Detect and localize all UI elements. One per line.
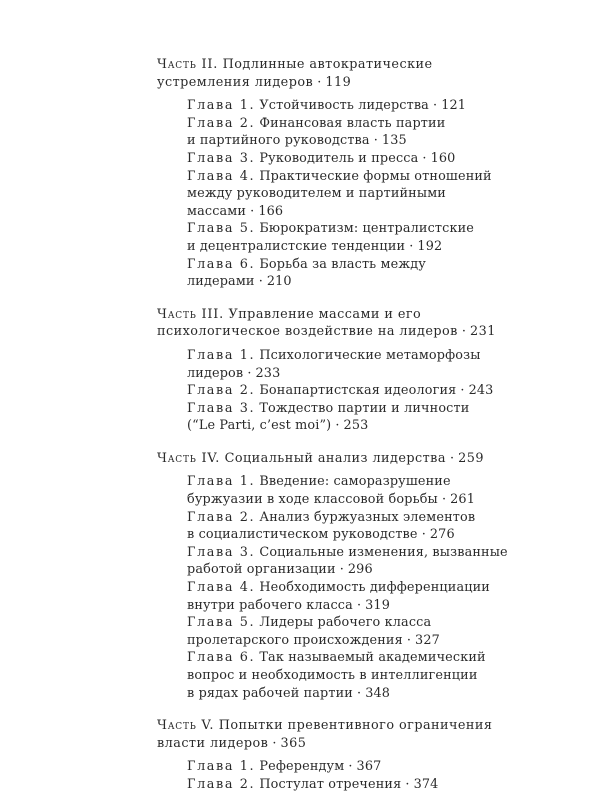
- chapter-line: [187, 758, 457, 776]
- toc-chapter: [187, 614, 457, 649]
- chapter-line: [187, 509, 476, 527]
- page-separator: ·: [254, 274, 267, 290]
- toc-part: [157, 717, 493, 793]
- page-separator: ·: [243, 365, 256, 381]
- chapter-page-number: 210: [266, 274, 292, 290]
- page-separator: ·: [445, 450, 459, 466]
- chapter-line: [187, 400, 470, 418]
- chapter-label: Глава 1.: [187, 474, 256, 490]
- page-separator: ·: [246, 203, 259, 219]
- chapter-line: [187, 365, 457, 383]
- part-text: Управление массами и его: [228, 306, 422, 322]
- part-label: Часть III.: [157, 306, 224, 322]
- chapter-page-number: 261: [450, 492, 475, 508]
- chapter-text: Бюрократизм: централистские: [259, 221, 475, 237]
- table-of-contents: [157, 56, 508, 809]
- chapter-label: Глава 3.: [187, 544, 256, 560]
- page-separator: ·: [331, 418, 344, 434]
- chapter-label: Глава 3.: [187, 400, 256, 416]
- chapter-text: и партийного руководства: [187, 133, 370, 149]
- chapter-text: Психологические метаморфозы: [259, 347, 481, 363]
- chapter-label: Глава 2.: [187, 383, 256, 399]
- chapter-text: Социальные изменения, вызванные: [259, 544, 508, 560]
- chapter-page-number: 296: [347, 562, 373, 578]
- chapter-line: [187, 526, 457, 544]
- chapter-page-number: 367: [356, 759, 382, 775]
- page-separator: ·: [428, 98, 442, 114]
- chapter-line: [187, 382, 494, 400]
- toc-chapter: [187, 649, 486, 702]
- chapter-line: [187, 238, 457, 256]
- chapter-label: Глава 5.: [187, 615, 256, 631]
- part-title: [157, 717, 493, 752]
- chapter-page-number: 253: [343, 418, 369, 434]
- chapter-text: Борьба за власть между: [259, 256, 426, 272]
- part-line: [157, 306, 457, 324]
- chapter-line: [187, 649, 486, 667]
- chapter-text: Лидеры рабочего класса: [259, 615, 432, 631]
- part-label: Часть II.: [157, 57, 219, 72]
- toc-chapter: [187, 256, 457, 291]
- part-page-number: 259: [458, 450, 484, 466]
- chapter-page-number: 276: [429, 527, 455, 543]
- chapter-line: [187, 579, 490, 597]
- chapter-label: Глава 1.: [187, 759, 256, 775]
- toc-part: [157, 56, 492, 291]
- chapter-line: [187, 473, 457, 491]
- chapter-label: Глава 6.: [187, 650, 256, 666]
- page-separator: ·: [352, 597, 366, 613]
- chapter-list: [157, 473, 508, 702]
- chapter-text: и децентралистские тенденции: [187, 238, 406, 254]
- part-text: устремления лидеров: [157, 74, 314, 90]
- part-text: Социальный анализ лидерства: [224, 450, 446, 466]
- chapter-line: [187, 168, 492, 186]
- part-title: [157, 56, 457, 91]
- chapter-page-number: 319: [365, 597, 391, 613]
- chapter-line: [187, 491, 475, 509]
- page-separator: ·: [369, 133, 382, 149]
- chapter-label: Глава 6.: [187, 256, 256, 272]
- chapter-line: [187, 256, 457, 274]
- page-separator: ·: [456, 383, 469, 399]
- chapter-text: Так называемый академический: [259, 650, 486, 666]
- chapter-list: [157, 758, 457, 793]
- part-line: [157, 56, 457, 74]
- toc-part: [157, 306, 496, 435]
- part-title: [157, 450, 484, 468]
- toc-chapter: [187, 509, 476, 544]
- chapter-line: [187, 150, 457, 168]
- toc-part: [157, 450, 508, 702]
- chapter-text: Бонапартистская идеология: [259, 383, 457, 399]
- chapter-page-number: 233: [255, 365, 281, 381]
- chapter-line: [187, 203, 457, 221]
- chapter-line: [187, 417, 457, 435]
- chapter-line: [187, 685, 457, 703]
- toc-chapter: [187, 382, 494, 400]
- part-text: Подлинные автократические: [222, 57, 433, 72]
- page-separator: ·: [268, 735, 281, 751]
- chapter-text: лидеров: [187, 365, 244, 381]
- chapter-text: Необходимость дифференциации: [259, 580, 490, 596]
- chapter-line: [187, 776, 457, 794]
- chapter-text: Введение: саморазрушение: [259, 474, 451, 490]
- part-text: власти лидеров: [157, 735, 269, 751]
- chapter-text: вопрос и необходимость в интеллигенции: [187, 668, 478, 683]
- page-separator: ·: [335, 562, 348, 578]
- chapter-text: пролетарского происхождения: [187, 632, 403, 648]
- page-separator: ·: [401, 776, 414, 792]
- chapter-text: Практические формы отношений: [259, 168, 492, 184]
- chapter-text: Референдум: [259, 759, 345, 775]
- chapter-text: в социалистическом руководстве: [187, 527, 418, 543]
- chapter-line: [187, 544, 508, 562]
- toc-chapter: [187, 97, 467, 115]
- chapter-page-number: 243: [468, 383, 494, 399]
- toc-chapter: [187, 115, 457, 150]
- chapter-text: внутри рабочего класса: [187, 597, 353, 613]
- toc-chapter: [187, 776, 457, 794]
- chapter-page-number: 160: [430, 150, 456, 166]
- chapter-line: [187, 614, 457, 632]
- page-separator: ·: [402, 632, 416, 648]
- part-line: [157, 74, 457, 92]
- toc-chapter: [187, 168, 492, 221]
- chapter-text: Анализ буржуазных элементов: [259, 509, 476, 525]
- part-text: Попытки превентивного ограничения: [218, 718, 493, 734]
- chapter-line: [187, 220, 475, 238]
- chapter-text: между руководителем и партийными: [187, 186, 446, 202]
- chapter-line: [187, 561, 457, 579]
- chapter-text: буржуазии в ходе классовой борьбы: [187, 492, 438, 508]
- chapter-line: [187, 185, 457, 203]
- chapter-text: Устойчивость лидерства: [259, 98, 429, 114]
- chapter-page-number: 348: [365, 685, 391, 701]
- part-line: [157, 717, 493, 735]
- chapter-label: Глава 1.: [187, 347, 256, 363]
- chapter-text: массами: [187, 203, 247, 219]
- toc-chapter: [187, 544, 508, 579]
- part-label: Часть V.: [157, 718, 215, 734]
- page-separator: ·: [405, 238, 418, 254]
- chapter-line: [187, 97, 467, 115]
- chapter-label: Глава 4.: [187, 580, 256, 596]
- chapter-label: Глава 3.: [187, 150, 256, 166]
- chapter-line: [187, 347, 481, 365]
- part-line: [157, 323, 496, 341]
- toc-chapter: [187, 220, 475, 255]
- chapter-page-number: 166: [258, 203, 284, 219]
- chapter-text: работой организации: [187, 562, 336, 578]
- chapter-label: Глава 2.: [187, 509, 256, 525]
- toc-chapter: [187, 758, 457, 776]
- chapter-line: [187, 632, 457, 650]
- part-label: Часть IV.: [157, 450, 221, 466]
- page-separator: ·: [417, 527, 430, 543]
- chapter-text: Постулат отречения: [259, 776, 402, 792]
- part-page-number: 119: [325, 74, 352, 90]
- toc-chapter: [187, 150, 457, 168]
- page-separator: ·: [437, 492, 451, 508]
- chapter-line: [187, 667, 478, 685]
- toc-chapter: [187, 473, 475, 508]
- chapter-line: [187, 115, 457, 133]
- chapter-label: Глава 1.: [187, 98, 256, 114]
- chapter-page-number: 192: [417, 238, 443, 254]
- page-separator: ·: [344, 759, 357, 775]
- part-page-number: 365: [280, 735, 307, 751]
- toc-chapter: [187, 579, 490, 614]
- chapter-list: [157, 97, 492, 291]
- chapter-line: [187, 132, 457, 150]
- chapter-text: Тождество партии и личности: [259, 400, 470, 416]
- chapter-line: [187, 273, 457, 291]
- chapter-page-number: 327: [415, 632, 440, 648]
- chapter-text: в рядах рабочей партии: [187, 685, 353, 701]
- chapter-label: Глава 4.: [187, 168, 256, 184]
- chapter-page-number: 374: [413, 776, 439, 792]
- part-line: [157, 450, 484, 468]
- page-separator: ·: [313, 74, 326, 90]
- chapter-line: [187, 597, 457, 615]
- page-separator: ·: [352, 685, 366, 701]
- chapter-label: Глава 2.: [187, 115, 256, 131]
- chapter-text: лидерами: [187, 274, 255, 290]
- part-title: [157, 306, 496, 341]
- chapter-page-number: 121: [441, 98, 467, 114]
- chapter-text: (“Le Parti, c’est moi”): [187, 418, 332, 434]
- chapter-list: [157, 347, 494, 435]
- chapter-text: Руководитель и пресса: [259, 150, 419, 166]
- part-text: психологическое воздействие на лидеров: [157, 324, 458, 340]
- chapter-label: Глава 2.: [187, 776, 256, 792]
- toc-chapter: [187, 400, 470, 435]
- part-page-number: 231: [470, 324, 496, 340]
- chapter-label: Глава 5.: [187, 221, 256, 237]
- chapter-page-number: 135: [381, 133, 407, 149]
- page-separator: ·: [418, 150, 431, 166]
- toc-chapter: [187, 347, 481, 382]
- page-separator: ·: [457, 324, 471, 340]
- chapter-text: Финансовая власть партии: [259, 115, 446, 131]
